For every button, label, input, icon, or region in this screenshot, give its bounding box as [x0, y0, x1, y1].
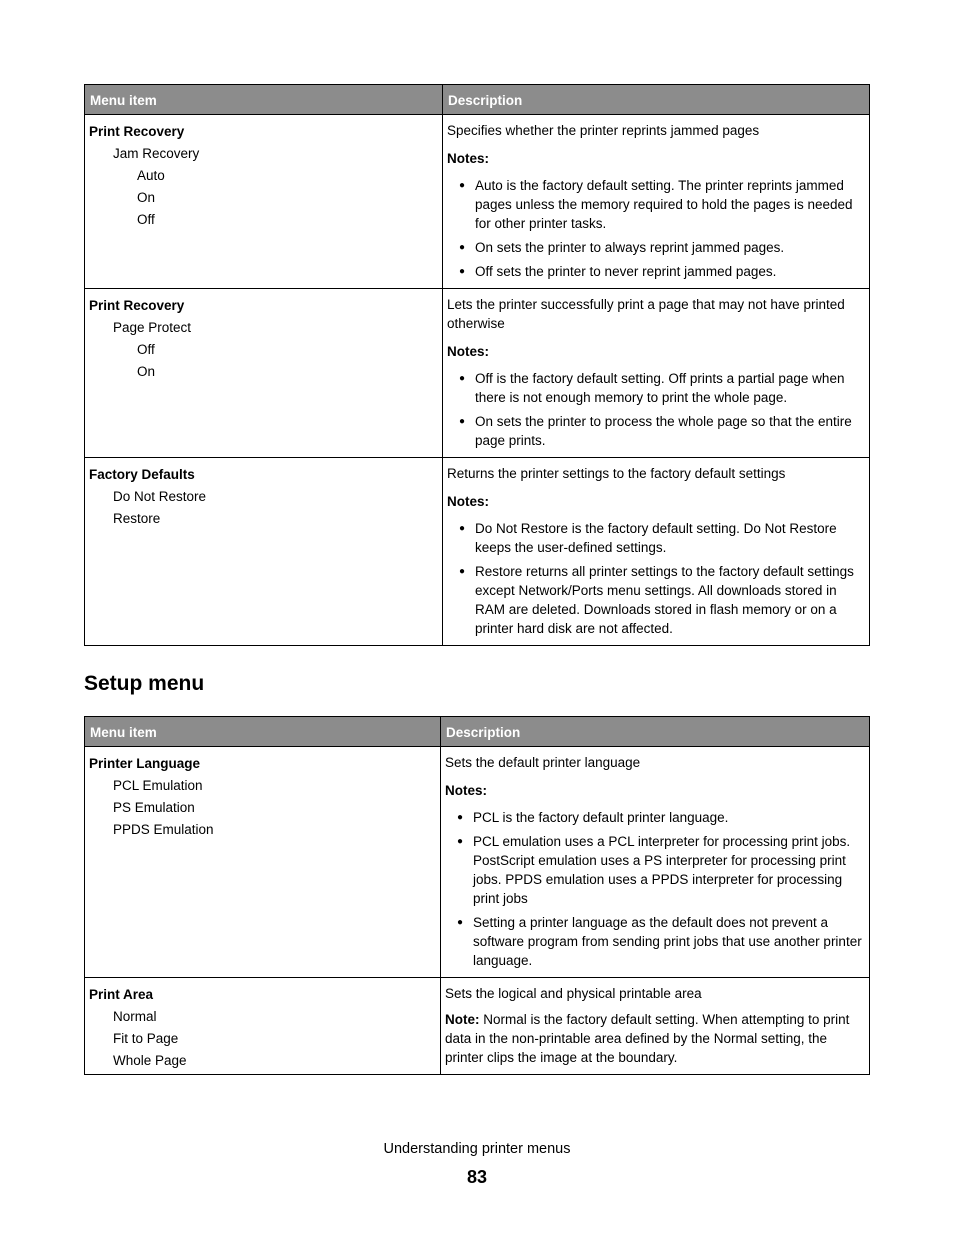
- submenu-item: Jam Recovery: [113, 146, 200, 161]
- print-recovery-menu-table: [84, 84, 870, 646]
- notes-label: Notes:: [447, 151, 490, 166]
- menu-item-cell: [85, 458, 443, 646]
- note-bullet: ● On sets the printer to process the whole page so that the entire page prints.: [447, 412, 864, 450]
- option-value: Whole Page: [113, 1053, 187, 1068]
- note-bullet: ● PCL is the factory default printer language.: [445, 808, 864, 827]
- option-value: Restore: [113, 511, 161, 526]
- description-text: Returns the printer settings to the factory default settings: [447, 466, 786, 481]
- setup-menu-table: [84, 716, 870, 1075]
- note-bullet: ● Auto is the factory default setting. The printer reprints jammed pages unless the memory required to hold the pages is needed for other printer tasks.: [447, 176, 864, 233]
- menu-item-cell: [85, 978, 441, 1075]
- description-text: Specifies whether the printer reprints jammed pages: [447, 123, 760, 138]
- option-value: Off: [137, 212, 155, 227]
- notes-label: Notes:: [447, 494, 490, 509]
- option-value: Normal: [113, 1009, 157, 1024]
- description-cell: [443, 289, 870, 458]
- table-header-row: [85, 85, 870, 115]
- option-value: Auto: [137, 168, 165, 183]
- notes-list: [447, 369, 864, 450]
- notes-list: [447, 519, 864, 638]
- table-row: [85, 458, 870, 646]
- menu-item-title: Print Recovery: [89, 298, 185, 313]
- header-menu-item: Menu item: [85, 717, 441, 747]
- option-value: Do Not Restore: [113, 489, 207, 504]
- option-value: Fit to Page: [113, 1031, 179, 1046]
- notes-label: Notes:: [447, 344, 490, 359]
- option-value: PPDS Emulation: [113, 822, 214, 837]
- description-cell: [443, 115, 870, 289]
- menu-item-title: Factory Defaults: [89, 467, 195, 482]
- submenu-item: Page Protect: [113, 320, 192, 335]
- page-number: 83: [466, 1167, 488, 1187]
- option-value: On: [137, 190, 156, 205]
- note-bullet: ● Setting a printer language as the default does not prevent a software program from sending print jobs that use another printer language.: [445, 913, 864, 970]
- table-header-row: [85, 717, 870, 747]
- description-cell: [441, 978, 870, 1075]
- notes-label: Notes:: [445, 783, 488, 798]
- note-label: Note:: [445, 1012, 480, 1027]
- option-value: PCL Emulation: [113, 778, 203, 793]
- note-text: Normal is the factory default setting. When attempting to print data in the non-printable area defined by the Normal setting, the printer clips the image at the boundary.: [445, 1012, 850, 1065]
- table-row: [85, 978, 870, 1075]
- note-bullet: ● Do Not Restore is the factory default setting. Do Not Restore keeps the user-defined settings.: [447, 519, 864, 557]
- table-row: [85, 747, 870, 978]
- option-value: PS Emulation: [113, 800, 195, 815]
- menu-item-cell: [85, 747, 441, 978]
- menu-item-cell: [85, 289, 443, 458]
- header-menu-item: Menu item: [85, 85, 443, 115]
- option-value: On: [137, 364, 156, 379]
- section-title: Setup menu: [84, 672, 205, 695]
- menu-item-cell: [85, 115, 443, 289]
- note-bullet: ● On sets the printer to always reprint jammed pages.: [447, 238, 864, 257]
- option-value: Off: [137, 342, 155, 357]
- description-text: Lets the printer successfully print a page that may not have printed otherwise: [447, 297, 845, 331]
- note-bullet: ● Off sets the printer to never reprint jammed pages.: [447, 262, 864, 281]
- note-bullet: ● Restore returns all printer settings to the factory default settings except Network/Ports menu settings. All downloads stored in RAM are deleted. Downloads stored in flash memory or on a printer hard disk are not affected.: [447, 562, 864, 638]
- description-cell: [441, 747, 870, 978]
- description-text: Sets the logical and physical printable area: [445, 986, 702, 1001]
- description-text: Sets the default printer language: [445, 755, 641, 770]
- header-description: Description: [441, 717, 870, 747]
- notes-list: [447, 176, 864, 281]
- menu-item-title: Print Area: [89, 987, 154, 1002]
- table-row: [85, 115, 870, 289]
- footer-chapter-title: Understanding printer menus: [383, 1141, 571, 1157]
- note-paragraph: [445, 1010, 864, 1067]
- notes-list: [445, 808, 864, 970]
- menu-item-title: Print Recovery: [89, 124, 185, 139]
- header-description: Description: [443, 85, 870, 115]
- description-cell: [443, 458, 870, 646]
- note-bullet: ● Off is the factory default setting. Off prints a partial page when there is not enough memory to print the whole page.: [447, 369, 864, 407]
- note-bullet: ● PCL emulation uses a PCL interpreter for processing print jobs. PostScript emulation uses a PS interpreter for processing print jobs. PPDS emulation uses a PPDS interpreter for processing print jobs: [445, 832, 864, 908]
- table-row: [85, 289, 870, 458]
- menu-item-title: Printer Language: [89, 756, 201, 771]
